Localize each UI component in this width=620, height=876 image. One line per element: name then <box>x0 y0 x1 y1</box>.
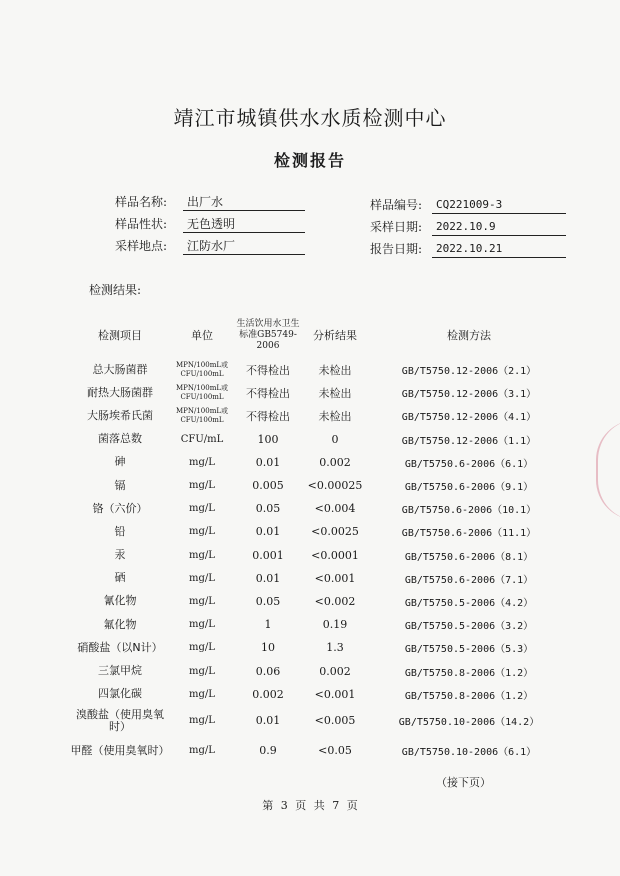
cell-item: 氟化物 <box>103 617 137 631</box>
cell-limit: 0.05 <box>255 594 281 608</box>
cell-item: 汞 <box>114 548 126 562</box>
cell-item: 大肠埃希氏菌 <box>87 408 153 422</box>
cell-result: 1.3 <box>326 641 344 655</box>
cell-result: 未检出 <box>318 409 352 423</box>
cell-method: GB/T5750.6-2006（7.1） <box>404 574 534 586</box>
cell-limit: 0.005 <box>252 479 284 493</box>
cell-unit: MPN/100mL或CFU/100mL <box>175 383 228 401</box>
cell-result: <0.005 <box>314 714 356 728</box>
table-row <box>70 451 570 474</box>
table-header-row <box>70 312 570 358</box>
cell-result: <0.001 <box>314 687 356 701</box>
cell-result: <0.05 <box>318 744 352 758</box>
sample-site-value: 江防水厂 <box>183 237 305 255</box>
cell-item: 三氯甲烷 <box>98 664 142 678</box>
continued-note: （接下页） <box>436 776 491 789</box>
cell-unit: mg/L <box>189 526 215 538</box>
sample-no-field <box>370 196 570 214</box>
cell-method: GB/T5750.12-2006（4.1） <box>401 412 537 424</box>
cell-method: GB/T5750.5-2006（3.2） <box>404 621 534 633</box>
table-row <box>70 544 570 567</box>
cell-limit: 1 <box>264 618 272 632</box>
cell-result: 未检出 <box>318 363 352 377</box>
cell-unit: mg/L <box>189 665 215 677</box>
header-method: 检测方法 <box>447 329 491 342</box>
cell-limit: 0.01 <box>255 571 281 585</box>
cell-limit: 10 <box>261 641 275 655</box>
cell-unit: mg/L <box>189 619 215 631</box>
cell-result: 未检出 <box>318 386 352 400</box>
sample-no-value: CQ221009-3 <box>432 196 566 214</box>
results-label: 检测结果: <box>89 283 142 297</box>
cell-item: 溴酸盐（使用臭氧时） <box>76 707 164 733</box>
cell-item: 菌落总数 <box>98 432 142 446</box>
cell-method: GB/T5750.8-2006（1.2） <box>404 667 534 679</box>
cell-unit: mg/L <box>189 642 215 654</box>
cell-result: <0.0001 <box>311 548 359 562</box>
cell-limit: 不得检出 <box>246 409 290 423</box>
report-title: 检测报告 <box>273 151 346 170</box>
cell-limit: 0.05 <box>255 502 281 516</box>
cell-item: 四氯化碳 <box>98 687 142 701</box>
cell-method: GB/T5750.12-2006（3.1） <box>401 389 537 401</box>
seal-stamp <box>596 420 620 520</box>
cell-unit: CFU/mL <box>180 433 224 445</box>
table-row <box>70 683 570 706</box>
cell-unit: MPN/100mL或CFU/100mL <box>175 360 228 378</box>
cell-limit: 0.9 <box>259 744 277 758</box>
cell-result: 0 <box>331 432 339 446</box>
sample-trait-field <box>115 215 310 233</box>
cell-method: GB/T5750.6-2006（10.1） <box>401 505 537 517</box>
cell-limit: 不得检出 <box>246 386 290 400</box>
table-row <box>70 497 570 520</box>
cell-method: GB/T5750.6-2006（8.1） <box>404 551 534 563</box>
table-row <box>70 474 570 497</box>
page-number: 第 3 页 共 7 页 <box>262 799 358 812</box>
cell-unit: mg/L <box>189 715 215 727</box>
sample-site-label: 采样地点: <box>115 239 168 253</box>
sample-name-field <box>115 193 310 211</box>
cell-item: 硝酸盐（以N计） <box>77 640 163 654</box>
sample-date-label: 采样日期: <box>370 220 423 234</box>
sample-name-value: 出厂水 <box>183 193 305 211</box>
cell-method: GB/T5750.12-2006（2.1） <box>401 366 537 378</box>
report-date-label: 报告日期: <box>370 242 423 256</box>
table-row <box>70 567 570 590</box>
cell-unit: mg/L <box>189 480 215 492</box>
cell-limit: 0.01 <box>255 455 281 469</box>
header-unit: 单位 <box>191 329 213 342</box>
cell-result: <0.002 <box>314 594 356 608</box>
table-row <box>70 736 570 766</box>
org-title: 靖江市城镇供水水质检测中心 <box>173 106 447 130</box>
cell-method: GB/T5750.10-2006（14.2） <box>398 717 540 729</box>
cell-result: <0.004 <box>314 502 356 516</box>
cell-result: <0.00025 <box>307 479 363 493</box>
report-date-value: 2022.10.21 <box>432 240 566 258</box>
cell-result: <0.001 <box>314 571 356 585</box>
cell-limit: 100 <box>257 432 279 446</box>
cell-method: GB/T5750.6-2006（6.1） <box>404 458 534 470</box>
cell-unit: mg/L <box>189 745 215 757</box>
sample-no-label: 样品编号: <box>370 198 423 212</box>
cell-method: GB/T5750.8-2006（1.2） <box>404 690 534 702</box>
sample-name-label: 样品名称: <box>115 195 168 209</box>
cell-method: GB/T5750.6-2006（11.1） <box>401 528 537 540</box>
results-table <box>70 312 570 766</box>
cell-method: GB/T5750.12-2006（1.1） <box>401 435 537 447</box>
cell-method: GB/T5750.5-2006（4.2） <box>404 597 534 609</box>
results-body <box>70 358 570 766</box>
header-item: 检测项目 <box>98 329 142 342</box>
table-row <box>70 613 570 636</box>
cell-item: 铅 <box>114 524 126 538</box>
sample-date-field <box>370 218 570 236</box>
cell-item: 总大肠菌群 <box>92 362 148 376</box>
sample-date-value: 2022.10.9 <box>432 218 566 236</box>
cell-method: GB/T5750.10-2006（6.1） <box>401 747 537 759</box>
cell-limit: 0.01 <box>255 714 281 728</box>
header-standard: 生活饮用水卫生标准GB5749-2006 <box>236 318 300 351</box>
table-row <box>70 358 570 381</box>
cell-limit: 0.001 <box>252 548 284 562</box>
cell-unit: mg/L <box>189 456 215 468</box>
cell-result: 0.19 <box>322 618 348 632</box>
sample-site-field <box>115 237 310 255</box>
table-row <box>70 636 570 659</box>
cell-limit: 0.002 <box>252 687 284 701</box>
cell-item: 甲醛（使用臭氧时） <box>70 743 170 757</box>
cell-item: 氰化物 <box>103 594 137 608</box>
table-row <box>70 706 570 736</box>
table-row <box>70 520 570 543</box>
sample-trait-label: 样品性状: <box>115 217 168 231</box>
cell-unit: MPN/100mL或CFU/100mL <box>175 406 228 424</box>
table-row <box>70 404 570 427</box>
cell-method: GB/T5750.6-2006（9.1） <box>404 482 534 494</box>
cell-limit: 不得检出 <box>246 363 290 377</box>
cell-unit: mg/L <box>189 688 215 700</box>
table-row <box>70 381 570 404</box>
cell-item: 硒 <box>114 571 126 585</box>
cell-item: 耐热大肠菌群 <box>87 385 153 399</box>
cell-result: <0.0025 <box>311 525 359 539</box>
sample-trait-value: 无色透明 <box>183 215 305 233</box>
cell-limit: 0.01 <box>255 525 281 539</box>
report-date-field <box>370 240 570 258</box>
cell-unit: mg/L <box>189 549 215 561</box>
table-row <box>70 659 570 682</box>
table-row <box>70 590 570 613</box>
cell-unit: mg/L <box>189 595 215 607</box>
cell-item: 镉 <box>114 478 126 492</box>
cell-item: 铬（六价） <box>92 501 148 515</box>
cell-item: 砷 <box>114 455 126 469</box>
cell-result: 0.002 <box>319 455 351 469</box>
cell-result: 0.002 <box>319 664 351 678</box>
cell-method: GB/T5750.5-2006（5.3） <box>404 644 534 656</box>
cell-unit: mg/L <box>189 572 215 584</box>
cell-limit: 0.06 <box>255 664 281 678</box>
header-result: 分析结果 <box>313 329 357 342</box>
table-row <box>70 428 570 451</box>
cell-unit: mg/L <box>189 503 215 515</box>
